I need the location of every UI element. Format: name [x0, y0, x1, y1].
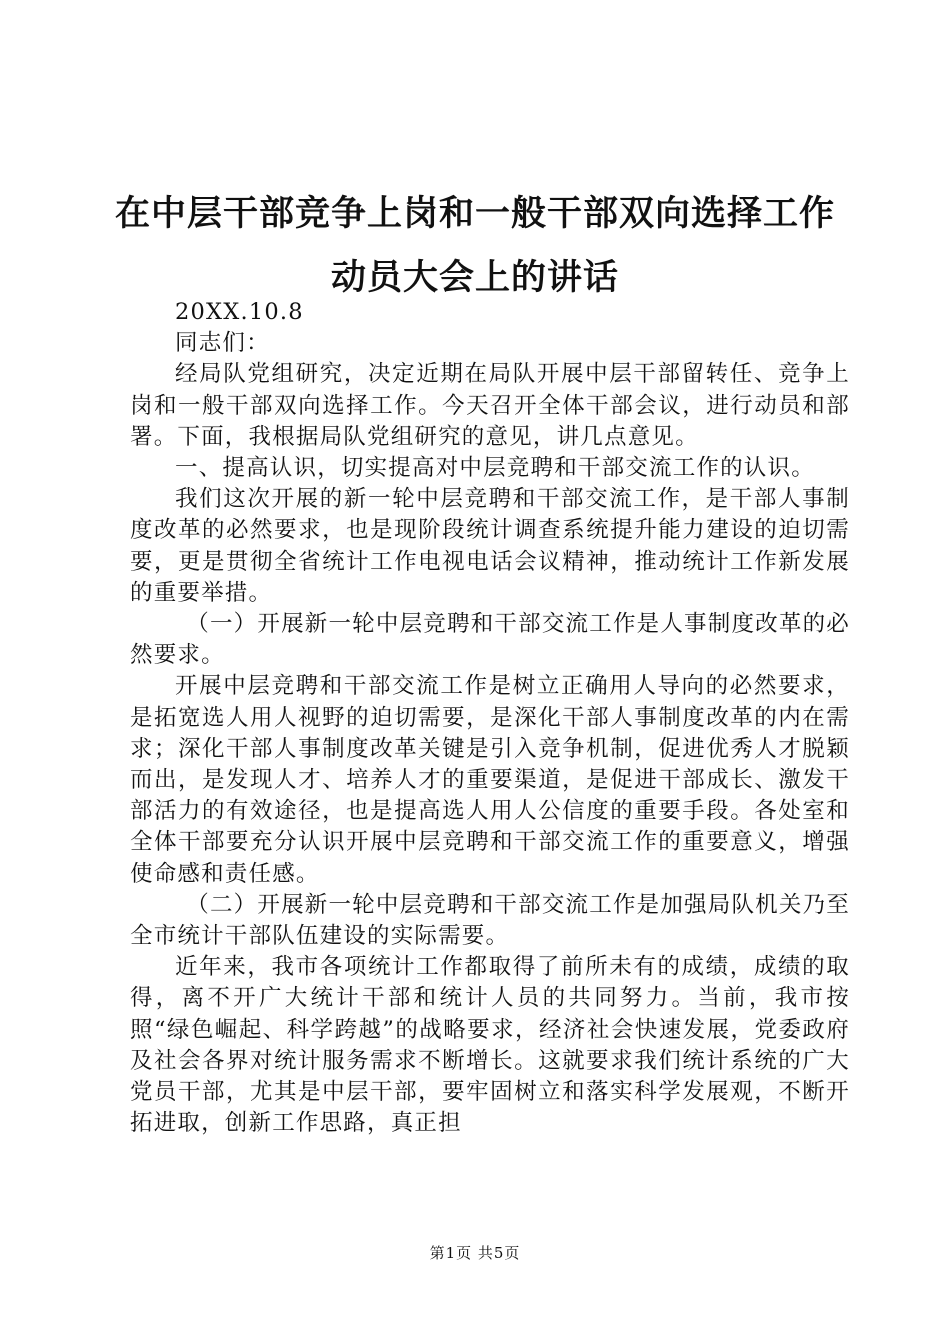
- section-heading-1: 一、提高认识，切实提高对中层竞聘和干部交流工作的认识。: [175, 455, 815, 482]
- document-title-line-1: 在中层干部竞争上岗和一般干部双向选择工作: [114, 194, 835, 234]
- subsection-heading-1: （一）开展新一轮中层竞聘和干部交流工作是人事制度改革的必然要求。: [130, 611, 850, 669]
- salutation: 同志们：: [175, 330, 270, 357]
- page-number-footer: 第1页 共5页: [429, 1244, 521, 1262]
- document-body: [130, 297, 850, 1139]
- document-title-line-2: 动员大会上的讲话: [330, 258, 619, 298]
- paragraph: 我们这次开展的新一轮中层竞聘和干部交流工作，是干部人事制度改革的必然要求，也是现阶段统计调查系统提升能力建设的迫切需要，更是贯彻全省统计工作电视电话会议精神，推动统计工作新发展的重要举措。: [130, 486, 850, 606]
- subsection-heading-2: （二）开展新一轮中层竞聘和干部交流工作是加强局队机关乃至全市统计干部队伍建设的实际需要。: [130, 891, 850, 950]
- paragraph: 开展中层竞聘和干部交流工作是树立正确用人导向的必然要求，是拓宽选人用人视野的迫切需要，是深化干部人事制度改革的内在需求；深化干部人事制度改革关键是引入竞争机制，促进优秀人才脱颖而出，是发现人才、培养人才的重要渠道，是促进干部成长、激发干部活力的有效途径，也是提高选人用人公信度的重要手段。各处室和全体干部要充分认识开展中层竞聘和干部交流工作的重要意义，增强使命感和责任感。: [130, 673, 850, 887]
- paragraph-intro: 经局队党组研究，决定近期在局队开展中层干部留转任、竞争上岗和一般干部双向选择工作。今天召开全体干部会议，进行动员和部署。下面，我根据局队党组研究的意见，讲几点意见。: [130, 361, 850, 450]
- paragraph: 近年来，我市各项统计工作都取得了前所未有的成绩，成绩的取得，离不开广大统计干部和统计人员的共同努力。当前，我市按照“绿色崛起、科学跨越”的战略要求，经济社会快速发展，党委政府及社会各界对统计服务需求不断增长。这就要求我们统计系统的广大党员干部，尤其是中层干部，要牢固树立和落实科学发展观，不断开拓进取，创新工作思路，真正担: [130, 954, 850, 1137]
- document-date: 20XX.10.8: [175, 299, 304, 325]
